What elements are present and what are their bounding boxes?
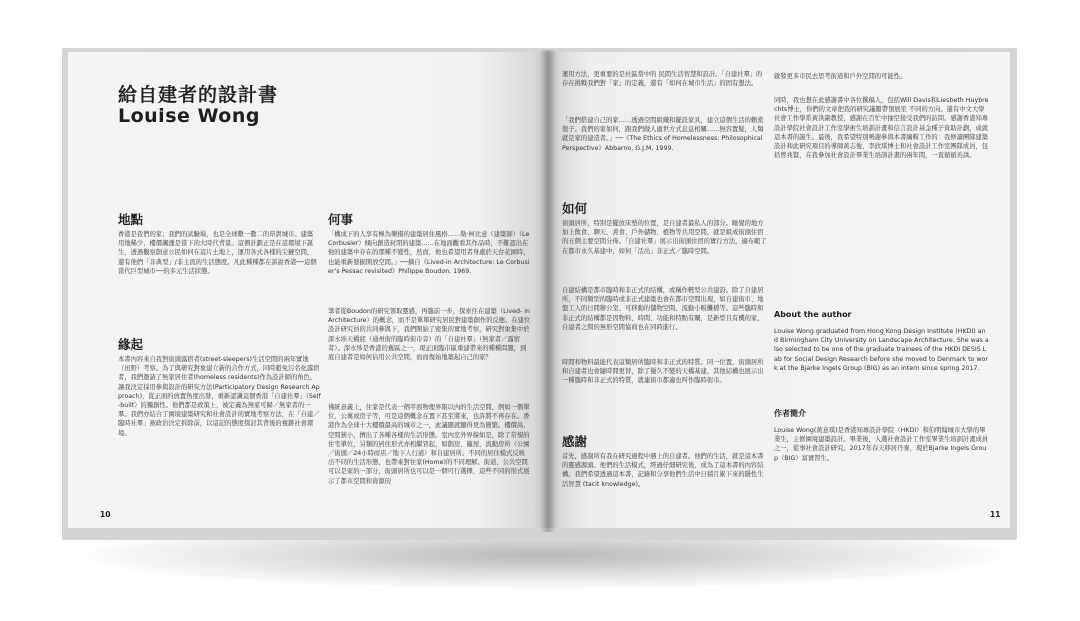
what-quote: 「構成下的人享有極為樂揚的建築居住風格……勒·柯比意（建築師）（Le Corbusier）傾向創造封閉的建築……在地面觀看其作品時，不難認出在他的建築中存在的那種不變性，然而，他也希望用者身處於天台花園時，也能重新發掘開放空間。」──摘自《Lived-in Architecture: Le Corbusier's Pessac revisited》Philippe Boudon, 1969. [328, 231, 532, 275]
about-author-body: Louise Wong graduated from Hong Kong Design Institute (HKDI) and Birmingham City University on Landscape Architecture. She was also selected to be one of the graduate trainees of the HKDI DESIS Lab for Social Design Research before she moved to Denmark to work at the Bjarke Ingels Group (BIG) as an intern since spring 2017. [774, 328, 989, 372]
how-body-3: 時間和物料最能代表這類居所臨時和非正式的特質。同一位置，街頭居所和自建者也會隨時間更替，除了優久不變的天橋基建，其他結構也展示出一種臨時和非正式的特質，就連街市都適也叫作臨時街市。 [562, 359, 764, 385]
how-body-1: 街頭居所，特別是擺放床墊的位置，是自建者最私人的部分。睡覺的地方加上飲食、聊天、煮食、戶外儲物、植物等共用空間，就是組成街頭住宿的五個主要空間分佈。「自建社羣」展示出街頭住宿的實行方法，遍布範了在都市永久基建中，如何「活出」非正式／臨時空間。 [562, 220, 767, 255]
author-bio-zh-body: Louise Wong(黃意琪)是香港知專設計學院（HKDI）和伯明翰城市大學的畢業生，主修園境建築設計。畢業後，入選社會設計工作室畢業生培訓計畫成員之一，從事社會設計研究。2017年春天移居丹麥，現於Bjarke Ingels Group（BIG）富實習生。 [774, 427, 989, 462]
right-page [548, 52, 1010, 528]
what-body-1: 筆者從Boudon的研究領取靈感，再臨前一步，探索住在建築（Lived- in Architecture）的概念，而不是單單研究居民對建築創作的反應。在建位設計研究員的共同參與下，我們開始了密集的實地考察，研究對象集中於深水埗天橋底（通州街的臨時街市旁）的「自建社羣」（無家者／露宿者）。深水埗是香港的舊區之一，現正面臨市區重建帶來的種種問題，到底自建者是如何佔用公共空間，而而復始地築起自己的家？ [328, 308, 533, 362]
page-number-left: 10 [100, 510, 111, 519]
location-body: 香港是我們的家；我們的試驗場，也是全球數一數二的昂貴城市。建築用地稀少，樓價飆漲是當下的大時代背景。這個計劃正是在這環境下誕生，透過觀察創意公民如何在這片土地上，運用各式各樣的尖鏈空間，還有他們「非典型」/非主流的生活態度。凡此種種都在訴說香港──這個當代巨型城市──的多元生活狀態。 [118, 231, 317, 275]
left-page [68, 52, 548, 528]
title-chinese: 給自建者的設計書 [118, 84, 279, 106]
book-spine [540, 50, 556, 532]
heading-thanks: 感謝 [562, 434, 588, 449]
heading-location: 地點 [118, 212, 144, 227]
title-author: Louise Wong [118, 105, 260, 127]
origin-body: 本書內容來自我對街頭露宿者(street-sleepers)生活空間的兩年實地（田野）考察。為了與研究對象建立新的合作方式，同時避免污名化露宿者，我們邀請了無家居住者(homeless residents)作為設計師的角色，讓我決定採用參與設計的研究方法(Participatory Design Research Approach)，從正面的放置角度出發，重新認識這個香港「自建社羣」（Self-built）的獨創性。他們都是政策上，被定義為無家可歸／無家者的一羣。我們亦結合了園境建築研究和社會設計的實地考察方法，在「自建／臨時社羣」被政治決定拆除前，以這記的態度探討其背後的複雜社會環境。 [118, 356, 321, 437]
acknowledgements-more: 同時，我也想在此感謝書中各位撰稿人，包括Will Davis和Liesbeth Huybrechts博士，你們的文章把我的研究議題帶領展至 不同的方向。還有中文大學社會工作學系黃洪副教授，感謝在百忙中抽空接受我們的訪問。感謝香港知專設計學院社會設計工作室學術生培訓計畫和信言設計基金種子資助計劃，成就這本書的誕生。最後，我希望特別鳴謝參與本書編輯工作的：我修讀團隊建築設計和此研究項目的導師黃志俊、李欣琪博士和社會設計工作室團隊成員，包括曾兆賢，在我參加社會設計畢業生培訓計畫的兩年間，一直循循善誘。 [774, 97, 989, 160]
page-number-right: 11 [990, 510, 1001, 519]
what-body-2: 佛統意義上，住家是代表一個平面物理界限以內的生活空間，例如一個單位、公寓或房子等，可是這個概念在置下甚至將來，也許將不再存在。香港作為全球十大樓價最高的城市之一，此議題就顯得更為簡繁。樓價高、空間狹小，擠出了各種各樣的生活形態。室內室外界線如是，除了常規的住宅單位，另類的居住形式亦相繼冒起，如劏房、籠屋、流動房所（公園／街頭／24小時商店／地下人行道）和自建居所。不同的居住模式反映出不同的生活形態，也帶來對住家(Home)的不同理解。街道、公共空間可以是家的一部分，街頭居所也可以是一個可行選擇，這些不同的形式展示了都市空間和資源的 [328, 404, 530, 485]
how-body-2: 自建結構是都市臨時和非正式的結構，或稱作輕型公共建設。除了自建居所，不同類型的臨時或非正式建築也會在都市空間出現，如自建街市、地盤工人的日間辦公室、可移動的儲物空間、流動小販攤檔等。這些臨時和非正式的結構都是因物料、時間、功能和特點有關，是新型且有機的家，自建者之間的無形空間協商也在同時進行。 [562, 287, 764, 331]
heading-about-author: About the author [774, 310, 852, 319]
right-col1-quote: 「我們搭建自己的家……透過空間組織和擺設家具，建立這個生活的賴密殼子。我們的家如何，跟我們做人處世方式息息相關……無容置疑，人類就是家的建造者。」──《The Ethics of Homelessness: Philosophical Perspective》Abbarno, G.J.M, 1999. [562, 117, 765, 152]
right-col1-continued: 運用方法，更重要的是社區當中的 民間生活智慧和設計。「自建社羣」的存在挑戰我們對「家」的定義，還有「如何在城市生活」的固有想法。 [562, 71, 763, 88]
heading-what: 何事 [328, 212, 354, 227]
thanks-body: 首先，感謝所有我在研究過程中遇上的自建者。他們的生活，就是這本書的靈感源頭。他們的生活模式，經過仔細研究後，成為了這本書的內容結構。我們希望透過這本書，記錄和分享他們生活中日積月累下來的隱性生活智慧 (tacit knowledge)。 [562, 453, 764, 488]
heading-author-bio-zh: 作者簡介 [774, 409, 806, 418]
heading-how: 如何 [562, 201, 588, 216]
right-col2-continued: 啟發更多市民去思考街道和戶外空間的可能性。 [774, 73, 907, 80]
heading-origin: 緣起 [118, 337, 144, 352]
